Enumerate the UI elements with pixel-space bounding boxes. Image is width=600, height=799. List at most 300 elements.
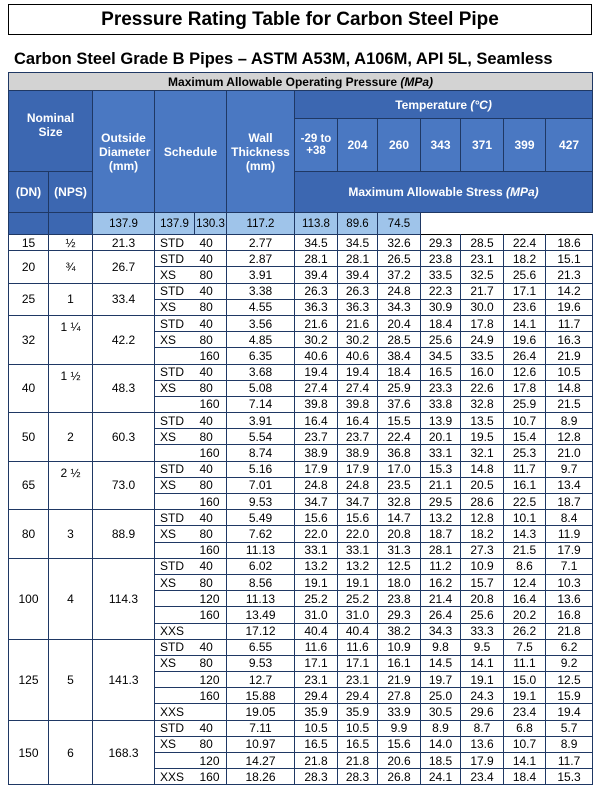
- pressure-cell: 16.2: [421, 574, 461, 590]
- pressure-cell: 9.8: [421, 639, 461, 655]
- wall-thickness-cell: 10.97: [227, 736, 295, 752]
- schedule-number-cell: 80: [195, 267, 227, 283]
- schedule-number-cell: 80: [195, 736, 227, 752]
- schedule-number-cell: 120: [195, 591, 227, 607]
- pressure-cell: 26.5: [378, 251, 421, 267]
- pressure-cell: 15.4: [504, 429, 546, 445]
- pressure-cell: 26.4: [421, 607, 461, 623]
- wall-thickness-cell: 5.08: [227, 380, 295, 396]
- pressure-cell: 18.4: [504, 769, 546, 785]
- pressure-cell: 13.6: [546, 591, 593, 607]
- wall-thickness-cell: 5.49: [227, 510, 295, 526]
- stress-value: 74.5: [378, 213, 421, 235]
- schedule-class-cell: [155, 348, 195, 364]
- wall-thickness-cell: 3.91: [227, 413, 295, 429]
- pressure-cell: 10.9: [378, 639, 421, 655]
- nps-cell: ¾: [49, 251, 93, 283]
- pressure-cell: 14.5: [421, 655, 461, 671]
- pressure-cell: 19.1: [504, 688, 546, 704]
- pressure-cell: 36.3: [338, 299, 378, 315]
- pressure-cell: 33.9: [378, 704, 421, 720]
- pressure-cell: 15.6: [378, 736, 421, 752]
- pressure-cell: 19.7: [421, 672, 461, 688]
- pressure-cell: 15.3: [421, 461, 461, 477]
- pressure-cell: 36.8: [378, 445, 421, 461]
- pressure-cell: 28.5: [378, 332, 421, 348]
- pressure-cell: 21.4: [421, 591, 461, 607]
- pressure-cell: 17.1: [295, 655, 338, 671]
- pressure-cell: 17.9: [461, 753, 504, 769]
- pressure-cell: 20.8: [378, 526, 421, 542]
- pressure-cell: 39.8: [338, 396, 378, 412]
- pressure-cell: 18.2: [461, 526, 504, 542]
- table-row: [9, 251, 593, 267]
- dn-cell: 80: [9, 510, 49, 559]
- pressure-cell: 20.8: [461, 591, 504, 607]
- temperature-column-header: 427: [546, 119, 593, 172]
- schedule-number-cell: 80: [195, 380, 227, 396]
- pressure-cell: 11.7: [546, 753, 593, 769]
- schedule-number-cell: 40: [195, 235, 227, 251]
- pressure-cell: 28.3: [295, 769, 338, 785]
- pressure-cell: 8.4: [546, 510, 593, 526]
- schedule-class-cell: XS: [155, 299, 195, 315]
- pressure-cell: 11.2: [421, 558, 461, 574]
- table-row: [9, 364, 593, 380]
- pressure-cell: 21.5: [504, 542, 546, 558]
- wall-thickness-cell: 4.85: [227, 332, 295, 348]
- schedule-class-cell: XS: [155, 332, 195, 348]
- nominal-size-header: Nominal Size: [9, 91, 93, 172]
- schedule-number-cell: 80: [195, 477, 227, 493]
- pressure-cell: 30.2: [295, 332, 338, 348]
- pressure-cell: 23.6: [504, 299, 546, 315]
- table-row: [9, 558, 593, 574]
- pressure-cell: 17.9: [295, 461, 338, 477]
- schedule-class-cell: [155, 396, 195, 412]
- od-cell: 33.4: [93, 283, 155, 315]
- nps-cell: 2 ½: [49, 461, 93, 510]
- pressure-rating-table: [8, 72, 593, 785]
- pressure-cell: 39.8: [295, 396, 338, 412]
- pressure-cell: 13.9: [421, 413, 461, 429]
- pressure-cell: 8.9: [546, 736, 593, 752]
- stress-value: 137.9: [93, 213, 155, 235]
- schedule-class-cell: STD: [155, 235, 195, 251]
- pressure-cell: 25.6: [461, 607, 504, 623]
- schedule-number-cell: 40: [195, 283, 227, 299]
- schedule-class-cell: XS: [155, 477, 195, 493]
- pressure-cell: 15.6: [338, 510, 378, 526]
- schedule-class-cell: STD: [155, 364, 195, 380]
- pressure-cell: 10.1: [504, 510, 546, 526]
- schedule-number-cell: 160: [195, 494, 227, 510]
- wall-thickness-cell: 5.54: [227, 429, 295, 445]
- nps-cell: 4: [49, 558, 93, 639]
- schedule-class-cell: XXS: [155, 769, 195, 785]
- schedule-class-cell: [155, 753, 195, 769]
- schedule-number-cell: 80: [195, 655, 227, 671]
- schedule-number-cell: 160: [195, 542, 227, 558]
- nps-header: (NPS): [49, 172, 93, 213]
- pressure-cell: 34.5: [338, 235, 378, 251]
- pressure-cell: 31.3: [378, 542, 421, 558]
- pressure-cell: 35.9: [295, 704, 338, 720]
- pressure-cell: 22.4: [504, 235, 546, 251]
- table-row: [9, 720, 593, 736]
- temperature-column-header: 343: [421, 119, 461, 172]
- wall-thickness-cell: 6.02: [227, 558, 295, 574]
- stress-value: 130.3: [195, 213, 227, 235]
- pressure-cell: 29.6: [461, 704, 504, 720]
- schedule-number-cell: 120: [195, 672, 227, 688]
- pressure-cell: 25.2: [338, 591, 378, 607]
- pressure-cell: 29.3: [421, 235, 461, 251]
- pressure-cell: 8.9: [546, 413, 593, 429]
- pressure-cell: 12.6: [504, 364, 546, 380]
- dn-cell: 25: [9, 283, 49, 315]
- schedule-number-cell: 40: [195, 720, 227, 736]
- wall-thickness-cell: 7.01: [227, 477, 295, 493]
- pressure-cell: 12.8: [546, 429, 593, 445]
- pressure-cell: 34.5: [295, 235, 338, 251]
- pressure-cell: 13.5: [461, 413, 504, 429]
- pressure-cell: 16.5: [295, 736, 338, 752]
- table-row: [9, 315, 593, 331]
- pressure-cell: 20.5: [461, 477, 504, 493]
- pressure-cell: 16.5: [421, 364, 461, 380]
- wall-thickness-cell: 14.27: [227, 753, 295, 769]
- pressure-cell: 24.9: [461, 332, 504, 348]
- pressure-cell: 10.5: [546, 364, 593, 380]
- pressure-cell: 8.6: [504, 558, 546, 574]
- dn-cell: 15: [9, 235, 49, 251]
- pressure-cell: 10.5: [295, 720, 338, 736]
- pressure-cell: 11.6: [338, 639, 378, 655]
- stress-value: 137.9: [155, 213, 195, 235]
- schedule-number-cell: 160: [195, 445, 227, 461]
- pressure-cell: 21.7: [461, 283, 504, 299]
- temperature-column-header: 260: [378, 119, 421, 172]
- pressure-cell: 26.3: [295, 283, 338, 299]
- pressure-cell: 15.1: [546, 251, 593, 267]
- pressure-cell: 18.7: [546, 494, 593, 510]
- pressure-cell: 22.0: [338, 526, 378, 542]
- wall-thickness-cell: 11.13: [227, 591, 295, 607]
- schedule-class-cell: STD: [155, 639, 195, 655]
- pressure-cell: 37.6: [378, 396, 421, 412]
- schedule-number-cell: 160: [195, 396, 227, 412]
- od-cell: 141.3: [93, 639, 155, 720]
- pressure-cell: 31.0: [295, 607, 338, 623]
- outside-diameter-header: Outside Diameter (mm): [93, 91, 155, 213]
- dn-cell: 32: [9, 315, 49, 364]
- pressure-cell: 21.8: [338, 753, 378, 769]
- header-spacer: [49, 213, 93, 235]
- od-cell: 73.0: [93, 461, 155, 510]
- pressure-cell: 5.7: [546, 720, 593, 736]
- pressure-cell: 20.2: [504, 607, 546, 623]
- wall-thickness-cell: 19.05: [227, 704, 295, 720]
- pressure-cell: 23.7: [295, 429, 338, 445]
- wall-thickness-cell: 7.62: [227, 526, 295, 542]
- pressure-cell: 11.7: [546, 315, 593, 331]
- nps-cell: 2: [49, 413, 93, 462]
- pressure-cell: 28.3: [338, 769, 378, 785]
- pressure-cell: 16.8: [546, 607, 593, 623]
- schedule-number-cell: 160: [195, 688, 227, 704]
- pressure-cell: 24.8: [295, 477, 338, 493]
- table-row: [9, 639, 593, 655]
- pressure-cell: 8.7: [461, 720, 504, 736]
- pressure-cell: 25.9: [378, 380, 421, 396]
- pressure-cell: 39.4: [295, 267, 338, 283]
- pressure-cell: 32.8: [461, 396, 504, 412]
- dn-cell: 125: [9, 639, 49, 720]
- schedule-class-cell: [155, 672, 195, 688]
- pressure-cell: 6.2: [546, 639, 593, 655]
- pressure-cell: 14.2: [546, 283, 593, 299]
- pressure-cell: 27.8: [378, 688, 421, 704]
- schedule-number-cell: 40: [195, 251, 227, 267]
- pressure-cell: 27.4: [338, 380, 378, 396]
- wall-thickness-cell: 8.74: [227, 445, 295, 461]
- max-stress-header: Maximum Allowable Stress (MPa): [295, 172, 593, 213]
- pressure-cell: 26.3: [338, 283, 378, 299]
- pressure-cell: 32.6: [378, 235, 421, 251]
- od-cell: 48.3: [93, 364, 155, 413]
- od-cell: 88.9: [93, 510, 155, 559]
- pressure-cell: 19.6: [504, 332, 546, 348]
- pressure-cell: 33.5: [461, 348, 504, 364]
- pressure-cell: 20.6: [378, 753, 421, 769]
- pressure-cell: 34.5: [421, 348, 461, 364]
- schedule-number-cell: 80: [195, 332, 227, 348]
- temperature-column-header: 204: [338, 119, 378, 172]
- pressure-cell: 30.5: [421, 704, 461, 720]
- pressure-cell: 19.4: [295, 364, 338, 380]
- max-pressure-header: Maximum Allowable Operating Pressure (MPa): [9, 73, 593, 91]
- pressure-cell: 21.8: [295, 753, 338, 769]
- wall-thickness-cell: 13.49: [227, 607, 295, 623]
- pressure-cell: 9.7: [546, 461, 593, 477]
- schedule-class-cell: STD: [155, 558, 195, 574]
- pressure-cell: 17.1: [504, 283, 546, 299]
- wall-thickness-cell: 4.55: [227, 299, 295, 315]
- dn-cell: 40: [9, 364, 49, 413]
- nps-cell: 3: [49, 510, 93, 559]
- dn-cell: 65: [9, 461, 49, 510]
- pressure-cell: 9.9: [378, 720, 421, 736]
- pressure-cell: 35.9: [338, 704, 378, 720]
- pressure-cell: 28.1: [421, 542, 461, 558]
- wall-thickness-cell: 2.77: [227, 235, 295, 251]
- schedule-number-cell: [195, 623, 227, 639]
- pressure-cell: 27.3: [461, 542, 504, 558]
- pressure-cell: 18.5: [421, 753, 461, 769]
- pressure-cell: 19.5: [461, 429, 504, 445]
- wall-thickness-cell: 18.26: [227, 769, 295, 785]
- pressure-cell: 23.4: [504, 704, 546, 720]
- pressure-cell: 10.7: [504, 736, 546, 752]
- schedule-class-cell: XS: [155, 526, 195, 542]
- schedule-number-cell: 160: [195, 769, 227, 785]
- pressure-cell: 14.1: [504, 315, 546, 331]
- pressure-cell: 28.6: [461, 494, 504, 510]
- pressure-cell: 11.6: [295, 639, 338, 655]
- dn-cell: 150: [9, 720, 49, 785]
- pressure-cell: 10.3: [546, 574, 593, 590]
- od-cell: 21.3: [93, 235, 155, 251]
- pressure-cell: 12.5: [378, 558, 421, 574]
- od-cell: 42.2: [93, 315, 155, 364]
- wall-thickness-cell: 9.53: [227, 494, 295, 510]
- pressure-cell: 21.3: [546, 267, 593, 283]
- pressure-cell: 40.6: [338, 348, 378, 364]
- pressure-cell: 36.3: [295, 299, 338, 315]
- pressure-cell: 13.2: [338, 558, 378, 574]
- schedule-class-cell: [155, 591, 195, 607]
- schedule-number-cell: 160: [195, 607, 227, 623]
- pressure-cell: 32.8: [378, 494, 421, 510]
- nps-cell: 1 ½: [49, 364, 93, 413]
- pressure-cell: 14.7: [378, 510, 421, 526]
- schedule-number-cell: 80: [195, 429, 227, 445]
- pressure-cell: 23.4: [461, 769, 504, 785]
- header-spacer: [9, 213, 49, 235]
- pressure-cell: 16.4: [504, 591, 546, 607]
- schedule-number-cell: 40: [195, 364, 227, 380]
- schedule-class-cell: XXS: [155, 623, 195, 639]
- pressure-cell: 40.4: [338, 623, 378, 639]
- pressure-cell: 17.8: [504, 380, 546, 396]
- pressure-cell: 29.4: [338, 688, 378, 704]
- table-row: [9, 461, 593, 477]
- schedule-class-cell: XS: [155, 429, 195, 445]
- wall-thickness-cell: 3.56: [227, 315, 295, 331]
- schedule-class-cell: XS: [155, 267, 195, 283]
- pressure-cell: 30.2: [338, 332, 378, 348]
- pressure-cell: 28.5: [461, 235, 504, 251]
- table-row: [9, 283, 593, 299]
- stress-value: 89.6: [338, 213, 378, 235]
- dn-cell: 20: [9, 251, 49, 283]
- pressure-cell: 23.1: [338, 672, 378, 688]
- schedule-class-cell: [155, 688, 195, 704]
- schedule-header: Schedule: [155, 91, 227, 213]
- wall-thickness-cell: 3.38: [227, 283, 295, 299]
- stress-value: 113.8: [295, 213, 338, 235]
- pressure-cell: 28.1: [295, 251, 338, 267]
- schedule-number-cell: 120: [195, 753, 227, 769]
- pressure-cell: 17.1: [338, 655, 378, 671]
- page-title: Pressure Rating Table for Carbon Steel Pipe: [8, 4, 592, 35]
- pressure-cell: 7.5: [504, 639, 546, 655]
- schedule-number-cell: 80: [195, 574, 227, 590]
- pressure-cell: 12.4: [504, 574, 546, 590]
- wall-thickness-cell: 12.7: [227, 672, 295, 688]
- pressure-cell: 16.4: [295, 413, 338, 429]
- pressure-cell: 11.9: [546, 526, 593, 542]
- pressure-cell: 24.8: [378, 283, 421, 299]
- pressure-cell: 30.9: [421, 299, 461, 315]
- table-subtitle: Carbon Steel Grade B Pipes – ASTM A53M, A106M, API 5L, Seamless: [14, 50, 553, 68]
- pressure-cell: 30.0: [461, 299, 504, 315]
- schedule-class-cell: STD: [155, 251, 195, 267]
- schedule-number-cell: 80: [195, 526, 227, 542]
- pressure-cell: 39.4: [338, 267, 378, 283]
- pressure-cell: 20.1: [421, 429, 461, 445]
- nps-cell: 6: [49, 720, 93, 785]
- pressure-cell: 19.6: [546, 299, 593, 315]
- dn-cell: 100: [9, 558, 49, 639]
- pressure-cell: 26.8: [378, 769, 421, 785]
- pressure-cell: 33.1: [421, 445, 461, 461]
- pressure-cell: 9.5: [461, 639, 504, 655]
- pressure-cell: 13.4: [546, 477, 593, 493]
- pressure-cell: 34.7: [295, 494, 338, 510]
- pressure-cell: 19.1: [461, 672, 504, 688]
- pressure-cell: 14.0: [421, 736, 461, 752]
- pressure-cell: 23.8: [378, 591, 421, 607]
- schedule-class-cell: XS: [155, 655, 195, 671]
- pressure-cell: 23.1: [461, 251, 504, 267]
- wall-thickness-cell: 5.16: [227, 461, 295, 477]
- pressure-cell: 8.9: [421, 720, 461, 736]
- pressure-cell: 38.2: [378, 623, 421, 639]
- pressure-cell: 11.1: [504, 655, 546, 671]
- pressure-cell: 23.8: [421, 251, 461, 267]
- pressure-cell: 24.8: [338, 477, 378, 493]
- schedule-number-cell: 40: [195, 510, 227, 526]
- schedule-class-cell: STD: [155, 461, 195, 477]
- pressure-cell: 21.5: [546, 396, 593, 412]
- wall-thickness-cell: 7.11: [227, 720, 295, 736]
- pressure-cell: 26.4: [504, 348, 546, 364]
- schedule-number-cell: [195, 704, 227, 720]
- pressure-cell: 37.2: [378, 267, 421, 283]
- pressure-cell: 21.6: [338, 315, 378, 331]
- pressure-cell: 24.1: [421, 769, 461, 785]
- pressure-cell: 17.9: [338, 461, 378, 477]
- pressure-cell: 15.9: [546, 688, 593, 704]
- nps-cell: 1: [49, 283, 93, 315]
- temperature-column-header: -29 to +38: [295, 119, 338, 172]
- schedule-number-cell: 40: [195, 413, 227, 429]
- schedule-class-cell: STD: [155, 283, 195, 299]
- pressure-cell: 19.4: [338, 364, 378, 380]
- wall-thickness-cell: 17.12: [227, 623, 295, 639]
- pressure-cell: 21.9: [546, 348, 593, 364]
- pressure-cell: 18.4: [378, 364, 421, 380]
- pressure-cell: 17.9: [546, 542, 593, 558]
- pressure-cell: 14.1: [461, 655, 504, 671]
- pressure-cell: 15.0: [504, 672, 546, 688]
- pressure-cell: 19.1: [295, 574, 338, 590]
- wall-thickness-header: Wall Thickness (mm): [227, 91, 295, 213]
- wall-thickness-cell: 7.14: [227, 396, 295, 412]
- pressure-cell: 10.5: [338, 720, 378, 736]
- od-cell: 60.3: [93, 413, 155, 462]
- pressure-cell: 15.5: [378, 413, 421, 429]
- table-row: [9, 235, 593, 251]
- pressure-cell: 33.1: [295, 542, 338, 558]
- schedule-class-cell: [155, 445, 195, 461]
- pressure-cell: 11.7: [504, 461, 546, 477]
- pressure-cell: 25.2: [295, 591, 338, 607]
- pressure-cell: 22.6: [461, 380, 504, 396]
- pressure-cell: 21.9: [378, 672, 421, 688]
